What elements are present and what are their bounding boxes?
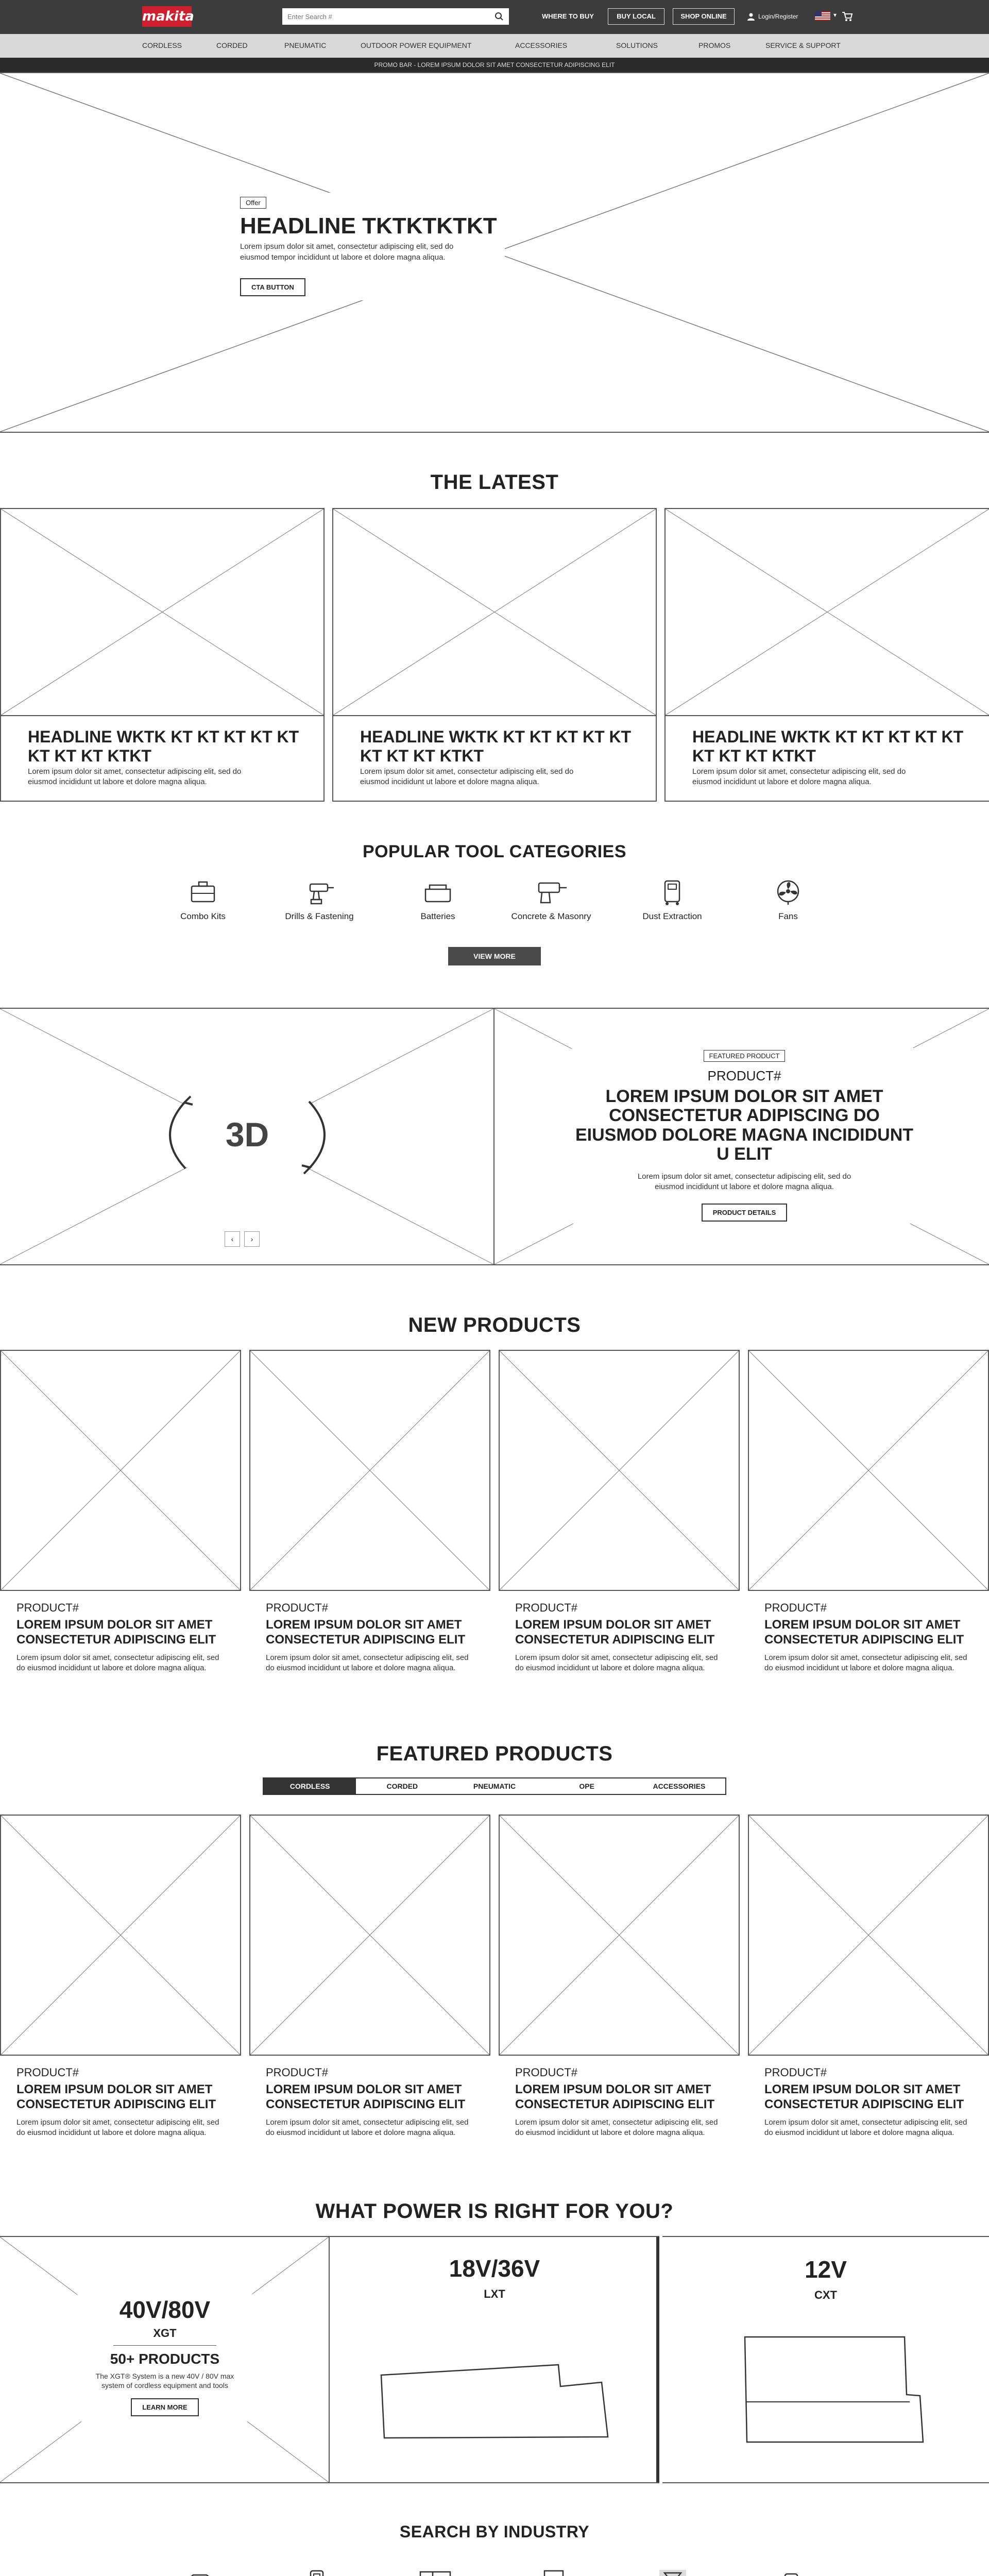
image-placeholder: [1, 509, 323, 715]
featured-tabs: [263, 1777, 726, 1795]
category-fans[interactable]: [757, 879, 819, 922]
image-placeholder: [666, 509, 989, 715]
product-title: LOREM IPSUM DOLOR SIT AMET CONSECTETUR ADIPISCING ELIT: [515, 1618, 715, 1647]
nav-accessories[interactable]: ACCESSORIES: [515, 41, 568, 49]
us-flag-icon[interactable]: [815, 11, 830, 21]
feature-3d-viewer[interactable]: [0, 1008, 494, 1265]
product-number: PRODUCT#: [16, 1601, 79, 1614]
product-number: PRODUCT#: [764, 2066, 827, 2079]
category-combo-kits[interactable]: [172, 879, 234, 922]
product-card[interactable]: [0, 1350, 241, 1673]
nav-outdoor-power[interactable]: OUTDOOR POWER EQUIPMENT: [361, 41, 472, 49]
product-number: PRODUCT#: [764, 1601, 827, 1614]
product-image: [249, 1350, 490, 1591]
hero-cta-button[interactable]: CTA BUTTON: [240, 278, 305, 296]
cart-icon[interactable]: [842, 11, 853, 24]
product-image: [499, 1350, 740, 1591]
product-image: [748, 1350, 989, 1591]
product-title: LOREM IPSUM DOLOR SIT AMET CONSECTETUR ADIPISCING ELIT: [515, 2082, 715, 2111]
product-card[interactable]: [499, 1350, 740, 1673]
hero-content: [237, 193, 505, 300]
product-number: PRODUCT#: [515, 2066, 578, 2079]
product-number: PRODUCT#: [515, 1601, 578, 1614]
product-title: LOREM IPSUM DOLOR SIT AMET CONSECTETUR ADIPISCING ELIT: [266, 2082, 466, 2111]
category-label: Drills & Fastening: [285, 911, 354, 921]
power-panel-cxt[interactable]: [662, 2236, 989, 2483]
main-nav: [0, 34, 989, 58]
makita-logo[interactable]: makita: [142, 6, 192, 27]
industry-drywall[interactable]: [520, 2569, 587, 2576]
cxt-name: CXT: [814, 2289, 837, 2301]
category-dust-extraction[interactable]: [628, 879, 716, 922]
nav-promos[interactable]: PROMOS: [698, 41, 731, 49]
latest-card-headline: HEADLINE WKTK KT KT KT KT KT KT KT KT KTKT: [360, 727, 632, 765]
metal-beam-icon: [658, 2569, 687, 2576]
battery-icon: [421, 879, 454, 906]
product-image: [0, 1815, 241, 2056]
label-3d: 3D: [225, 1115, 269, 1154]
product-description: Lorem ipsum dolor sit amet, consectetur adipiscing elit, sed do eiusmod incididunt ut labore et dolore magna aliqua.: [764, 2117, 967, 2137]
xgt-desc: The XGT® System is a new 40V / 80V max system of cordless equipment and tools: [95, 2372, 234, 2390]
learn-more-button[interactable]: LEARN MORE: [131, 2398, 198, 2416]
feature-3d-product: PRODUCT#: [707, 1068, 781, 1083]
search-icon[interactable]: [494, 12, 504, 24]
tab-pneumatic[interactable]: PNEUMATIC: [473, 1782, 516, 1790]
latest-card[interactable]: [332, 508, 657, 802]
product-description: Lorem ipsum dolor sit amet, consectetur adipiscing elit, sed do eiusmod incididunt ut labore et dolore magna aliqua.: [16, 2117, 219, 2137]
user-icon[interactable]: [747, 12, 755, 23]
latest-card-headline: HEADLINE WKTK KT KT KT KT KT KT KT KT KTKT: [692, 727, 964, 765]
category-label: Dust Extraction: [642, 911, 702, 921]
nav-solutions[interactable]: SOLUTIONS: [616, 41, 658, 49]
next-arrow-button[interactable]: ›: [244, 1231, 260, 1247]
category-label: Batteries: [420, 911, 455, 921]
xgt-count: 50+ PRODUCTS: [110, 2351, 220, 2367]
power-title: WHAT POWER IS RIGHT FOR YOU?: [315, 2200, 674, 2223]
feature-3d-body: Lorem ipsum dolor sit amet, consectetur adipiscing elit, sed do eiusmod incididunt ut labore et dolore magna aliqua.: [637, 1172, 851, 1191]
power-panel-lxt[interactable]: [330, 2236, 659, 2483]
tab-cordless[interactable]: CORDLESS: [264, 1778, 356, 1794]
featured-product-tag: FEATURED PRODUCT: [704, 1050, 786, 1062]
feature-3d-content: [572, 1048, 917, 1224]
search-box[interactable]: [282, 8, 509, 25]
drywall-panel-icon: [539, 2569, 568, 2576]
feature-3d-info: [493, 1008, 989, 1265]
product-title: LOREM IPSUM DOLOR SIT AMET CONSECTETUR ADIPISCING ELIT: [764, 1618, 964, 1647]
industry-outdoor-power[interactable]: [742, 2569, 845, 2576]
battery-outline-icon: [378, 2339, 615, 2442]
product-image: [249, 1815, 490, 2056]
product-card[interactable]: [249, 1350, 490, 1673]
vacuum-icon: [301, 2569, 332, 2576]
category-concrete[interactable]: [500, 879, 603, 922]
industry-concrete[interactable]: [381, 2569, 489, 2576]
latest-card[interactable]: [664, 508, 989, 802]
product-image: [499, 1815, 740, 2056]
login-link[interactable]: Login/Register: [758, 13, 798, 20]
product-card[interactable]: [249, 1815, 490, 2138]
latest-card-body: Lorem ipsum dolor sit amet, consectetur adipiscing elit, sed do eiusmod incididunt ut labore et dolore magna aliqua.: [360, 767, 574, 787]
product-description: Lorem ipsum dolor sit amet, consectetur adipiscing elit, sed do eiusmod incididunt ut labore et dolore magna aliqua.: [266, 2117, 469, 2137]
vacuum-icon: [656, 879, 689, 906]
combo-kit-icon: [186, 879, 219, 906]
product-title: LOREM IPSUM DOLOR SIT AMET CONSECTETUR ADIPISCING ELIT: [764, 2082, 964, 2111]
industry-metalworking[interactable]: [637, 2569, 709, 2576]
view-more-button[interactable]: VIEW MORE: [448, 947, 541, 965]
nav-corded[interactable]: CORDED: [216, 41, 248, 49]
product-title: LOREM IPSUM DOLOR SIT AMET CONSECTETUR ADIPISCING ELIT: [16, 2082, 216, 2111]
product-description: Lorem ipsum dolor sit amet, consectetur adipiscing elit, sed do eiusmod incididunt ut labore et dolore magna aliqua.: [515, 2117, 718, 2137]
nav-service-support[interactable]: SERVICE & SUPPORT: [765, 41, 841, 49]
search-input[interactable]: [282, 8, 483, 25]
xgt-content: [77, 2294, 252, 2421]
fan-icon: [772, 879, 805, 906]
latest-card-headline: HEADLINE WKTK KT KT KT KT KT KT KT KT KTKT: [28, 727, 299, 765]
product-title: LOREM IPSUM DOLOR SIT AMET CONSECTETUR ADIPISCING ELIT: [266, 1618, 466, 1647]
tab-accessories[interactable]: ACCESSORIES: [653, 1782, 706, 1790]
drill-icon: [303, 879, 336, 906]
latest-card[interactable]: [0, 508, 325, 802]
product-image: [748, 1815, 989, 2056]
top-bar: [0, 0, 989, 34]
product-card[interactable]: [0, 1815, 241, 2138]
product-description: Lorem ipsum dolor sit amet, consectetur adipiscing elit, sed do eiusmod incididunt ut labore et dolore magna aliqua.: [16, 1653, 219, 1672]
tab-corded[interactable]: CORDED: [386, 1782, 418, 1790]
where-to-buy-link[interactable]: WHERE TO BUY: [542, 12, 594, 20]
product-description: Lorem ipsum dolor sit amet, consectetur adipiscing elit, sed do eiusmod incididunt ut labore et dolore magna aliqua.: [515, 1653, 718, 1672]
featured-products-title: FEATURED PRODUCTS: [376, 1742, 613, 1765]
cxt-volt: 12V: [805, 2256, 847, 2283]
product-number: PRODUCT#: [16, 2066, 79, 2079]
hero-body: Lorem ipsum dolor sit amet, consectetur adipiscing elit, sed do eiusmod tempor incididunt ut labore et dolore magna aliqua.: [240, 242, 454, 262]
hero-headline: HEADLINE TKTKTKTKT: [240, 213, 497, 239]
new-products-title: NEW PRODUCTS: [408, 1314, 581, 1336]
product-card[interactable]: [748, 1815, 989, 2138]
power-panel-xgt[interactable]: [0, 2236, 330, 2483]
product-card[interactable]: [499, 1815, 740, 2138]
product-card[interactable]: [748, 1350, 989, 1673]
product-image: [0, 1350, 241, 1591]
feature-3d-headline: LOREM IPSUM DOLOR SIT AMET CONSECTETUR ADIPISCING DO EIUSMOD DOLORE MAGNA INCIDIDUNT U ELIT: [575, 1087, 914, 1164]
blower-icon: [778, 2569, 809, 2576]
industry-title: SEARCH BY INDUSTRY: [399, 2522, 590, 2541]
product-description: Lorem ipsum dolor sit amet, consectetur adipiscing elit, sed do eiusmod incididunt ut labore et dolore magna aliqua.: [764, 1653, 967, 1672]
xgt-name: XGT: [153, 2327, 177, 2340]
category-label: Fans: [778, 911, 798, 921]
product-details-button[interactable]: PRODUCT DETAILS: [702, 1204, 788, 1222]
xgt-volt: 40V/80V: [119, 2296, 211, 2323]
hero-banner[interactable]: [0, 72, 989, 433]
product-description: Lorem ipsum dolor sit amet, consectetur adipiscing elit, sed do eiusmod incididunt ut labore et dolore magna aliqua.: [266, 1653, 469, 1672]
category-label: Combo Kits: [180, 911, 226, 921]
lxt-volt: 18V/36V: [449, 2255, 540, 2282]
brick-wall-icon: [417, 2569, 453, 2576]
product-number: PRODUCT#: [266, 1601, 329, 1614]
tab-ope[interactable]: OPE: [579, 1782, 594, 1790]
chevron-down-icon[interactable]: ▾: [833, 11, 837, 19]
latest-title: THE LATEST: [430, 471, 559, 494]
industry-automotive[interactable]: [167, 2569, 234, 2576]
category-drills[interactable]: [273, 879, 366, 922]
categories-title: POPULAR TOOL CATEGORIES: [362, 842, 627, 861]
car-icon: [179, 2569, 222, 2576]
category-batteries[interactable]: [402, 879, 474, 922]
nav-pneumatic[interactable]: PNEUMATIC: [284, 41, 327, 49]
category-label: Concrete & Masonry: [511, 911, 591, 921]
battery-outline-icon: [740, 2333, 930, 2446]
hammer-drill-icon: [535, 879, 568, 906]
prev-arrow-button[interactable]: ‹: [225, 1231, 240, 1247]
offer-tag: Offer: [240, 197, 266, 209]
lxt-name: LXT: [484, 2287, 505, 2300]
product-title: LOREM IPSUM DOLOR SIT AMET CONSECTETUR ADIPISCING ELIT: [16, 1618, 216, 1647]
shop-online-button[interactable]: SHOP ONLINE: [673, 8, 735, 25]
image-placeholder: [333, 509, 656, 715]
latest-card-body: Lorem ipsum dolor sit amet, consectetur adipiscing elit, sed do eiusmod incididunt ut labore et dolore magna aliqua.: [692, 767, 906, 787]
nav-cordless[interactable]: CORDLESS: [142, 41, 182, 49]
product-number: PRODUCT#: [266, 2066, 329, 2079]
industry-cleaning[interactable]: [268, 2569, 366, 2576]
buy-local-button[interactable]: BUY LOCAL: [608, 8, 664, 25]
promo-bar[interactable]: PROMO BAR - LOREM IPSUM DOLOR SIT AMET CONSECTETUR ADIPISCING ELIT: [0, 58, 989, 72]
latest-card-body: Lorem ipsum dolor sit amet, consectetur adipiscing elit, sed do eiusmod incididunt ut labore et dolore magna aliqua.: [28, 767, 242, 787]
